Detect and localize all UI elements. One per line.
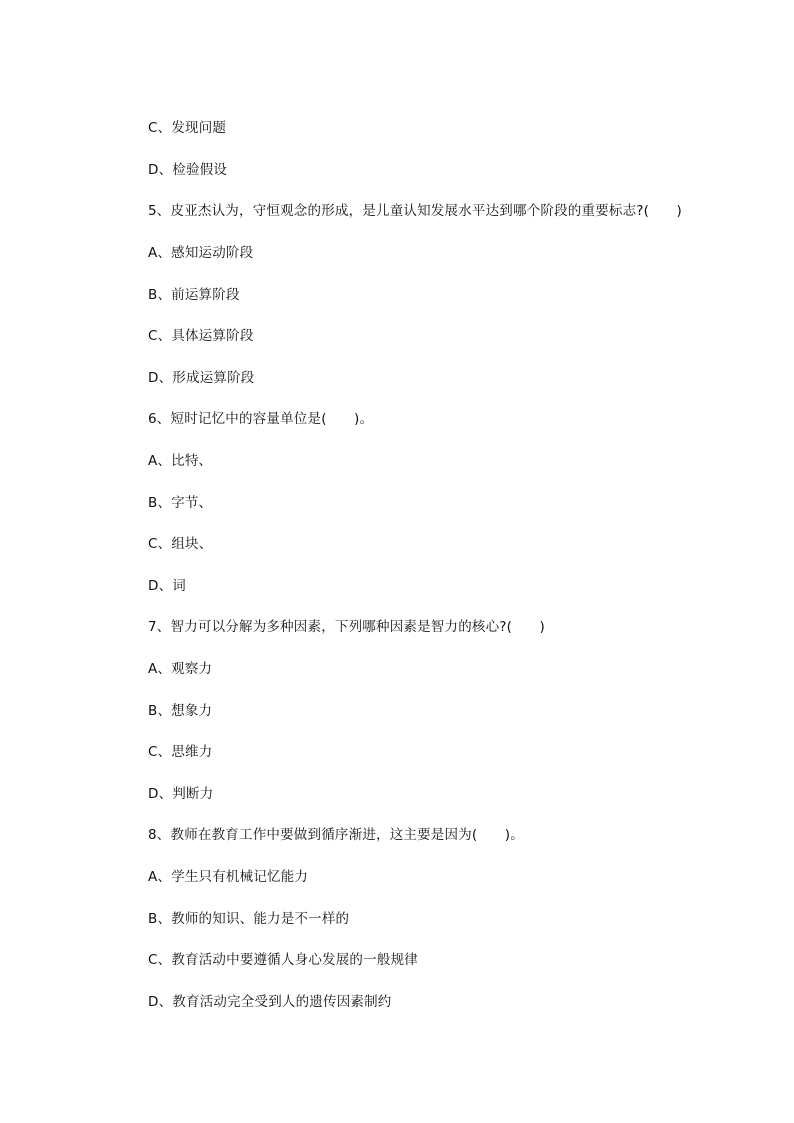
option-5-c: C、具体运算阶段: [148, 328, 254, 344]
option-7-a: A、观察力: [148, 661, 213, 677]
option-6-a: A、比特、: [148, 453, 213, 469]
option-6-d: D、词: [148, 578, 186, 594]
option-8-a: A、学生只有机械记忆能力: [148, 869, 309, 885]
option-6-c: C、组块、: [148, 536, 213, 552]
option-4-d: D、检验假设: [148, 162, 228, 178]
option-4-c: C、发现问题: [148, 120, 227, 136]
option-6-b: B、字节、: [148, 495, 213, 511]
option-8-c: C、教育活动中要遵循人身心发展的一般规律: [148, 952, 418, 968]
option-8-b: B、教师的知识、能力是不一样的: [148, 911, 350, 927]
option-7-b: B、想象力: [148, 703, 213, 719]
option-5-b: B、前运算阶段: [148, 287, 240, 303]
question-6: 6、短时记忆中的容量单位是( )。: [148, 411, 374, 427]
option-5-a: A、感知运动阶段: [148, 245, 254, 261]
option-5-d: D、形成运算阶段: [148, 370, 255, 386]
question-7: 7、智力可以分解为多种因素，下列哪种因素是智力的核心?( ): [148, 619, 545, 635]
option-7-c: C、思维力: [148, 744, 213, 760]
question-8: 8、教师在教育工作中要做到循序渐进，这主要是因为( )。: [148, 827, 524, 843]
option-7-d: D、判断力: [148, 786, 214, 802]
option-8-d: D、教育活动完全受到人的遗传因素制约: [148, 994, 392, 1010]
question-5: 5、皮亚杰认为，守恒观念的形成，是儿童认知发展水平达到哪个阶段的重要标志?( ): [148, 203, 682, 219]
